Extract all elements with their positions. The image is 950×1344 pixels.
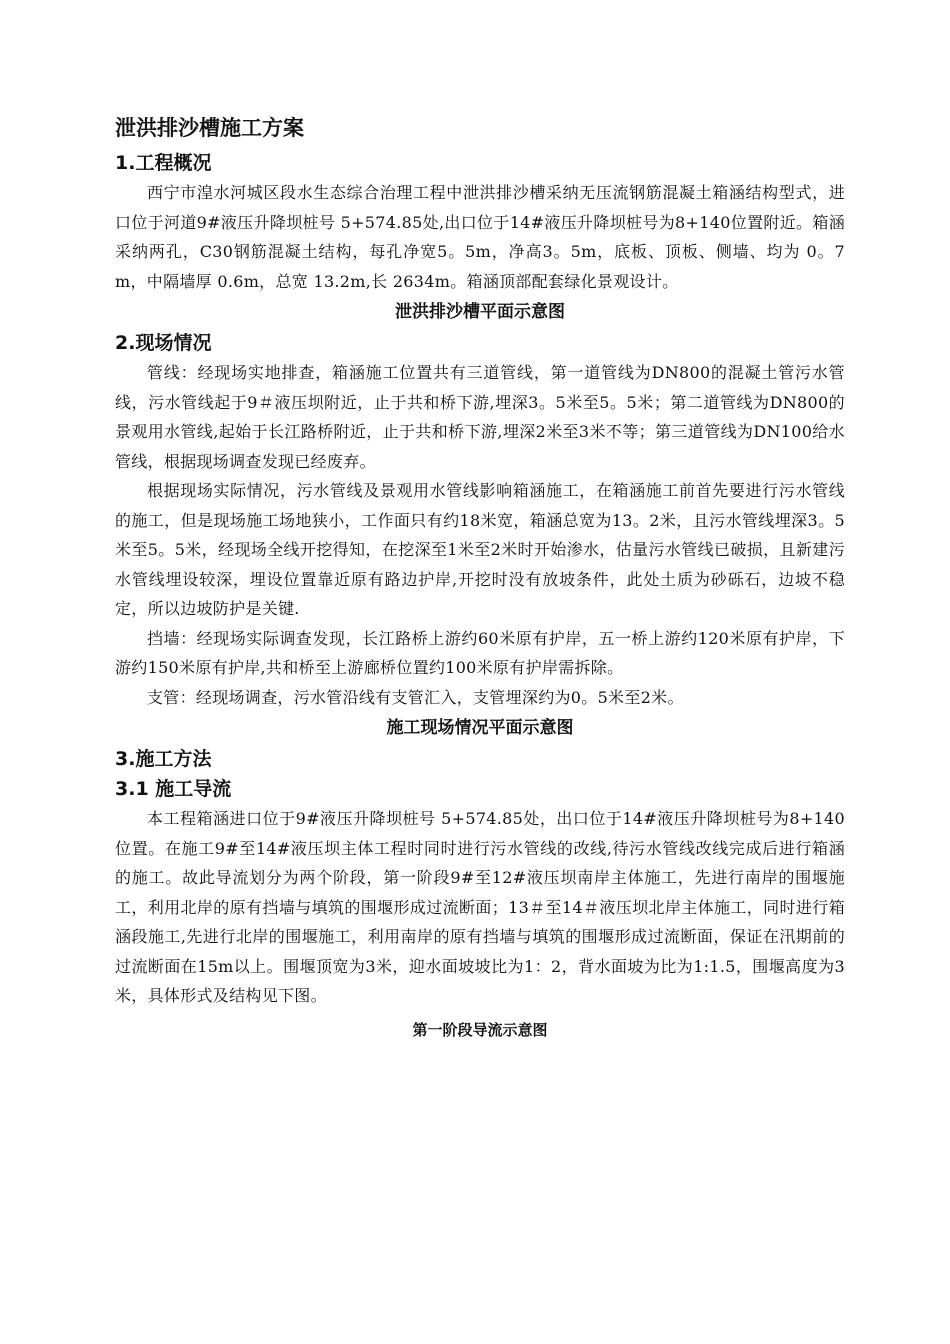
document-page bbox=[115, 112, 845, 1045]
site-paragraph-pipelines: 管线：经现场实地排查，箱涵施工位置共有三道管线，第一道管线为DN800的混凝土管污水管线，污水管线起于9＃液压坝附近，止于共和桥下游,埋深3。5米至5。5米；第二道管线为DN800的景观用水管线,起始于长江路桥附近，止于共和桥下游,埋深2米至3米不等；第三道管线为DN100给水管线，根据现场调查发现已经废弃。 bbox=[115, 363, 845, 471]
figure-caption-plan: 泄洪排沙槽平面示意图 bbox=[395, 302, 565, 322]
figure-caption-site-plan: 施工现场情况平面示意图 bbox=[386, 718, 574, 738]
site-paragraph-conditions: 根据现场实际情况，污水管线及景观用水管线影响箱涵施工，在箱涵施工前首先要进行污水管线的施工，但是现场施工场地狭小，工作面只有约18米宽，箱涵总宽为13。2米，且污水管线埋深3。5米至5。5米，经现场全线开挖得知，在挖深至1米至2米时开始渗水，估量污水管线已破损，且新建污水管线埋设较深，埋设位置靠近原有路边护岸,开挖时没有放坡条件，此处土质为砂砾石，边坡不稳定，所以边坡防护是关键. bbox=[115, 481, 845, 618]
document-title: 泄洪排沙槽施工方案 bbox=[115, 116, 304, 140]
site-paragraph-branch-pipes: 支管：经现场调查，污水管沿线有支管汇入，支管埋深约为0。5米至2米。 bbox=[147, 687, 684, 707]
overview-paragraph: 西宁市湟水河城区段水生态综合治理工程中泄洪排沙槽采纳无压流钢筋混凝土箱涵结构型式，进口位于河道9#液压升降坝桩号 5+574.85处,出口位于14#液压升降坝桩号为8+140位置附近。箱涵采纳两孔，C30钢筋混凝土结构，每孔净宽5。5m，净高3。5m，底板、顶板、侧墙、均为 0。7m，中隔墙厚 0.6m，总宽 13.2m,长 2634m。箱涵顶部配套绿化景观设计。 bbox=[115, 183, 845, 291]
diversion-paragraph: 本工程箱涵进口位于9#液压升降坝桩号 5+574.85处，出口位于14#液压升降坝桩号为8+140位置。在施工9#至14#液压坝主体工程时同时进行污水管线的改线,待污水管线改线完成后进行箱涵的施工。故此导流划分为两个阶段，第一阶段9#至12#液压坝南岸主体施工，先进行南岸的围堰施工，利用北岸的原有挡墙与填筑的围堰形成过流断面；13＃至14＃液压坝北岸主体施工，同时进行箱涵段施工,先进行北岸的围堰施工，利用南岸的原有挡墙与填筑的围堰形成过流断面，保证在汛期前的过流断面在15m以上。围堰顶宽为3米，迎水面坡坡比为1：2，背水面坡为比为1:1.5，围堰高度为3米，具体形式及结构见下图。 bbox=[115, 809, 845, 1005]
figure-caption-diversion-stage1: 第一阶段导流示意图 bbox=[412, 1020, 548, 1039]
section-heading-site: 2.现场情况 bbox=[115, 332, 212, 354]
section-heading-overview: 1.工程概况 bbox=[115, 152, 212, 174]
subsection-heading-diversion: 3.1 施工导流 bbox=[115, 778, 232, 800]
site-paragraph-retaining-wall: 挡墙：经现场实际调查发现，长江路桥上游约60米原有护岸，五一桥上游约120米原有护岸，下游约150米原有护岸,共和桥至上游廊桥位置约100米原有护岸需拆除。 bbox=[115, 628, 845, 677]
section-heading-method: 3.施工方法 bbox=[115, 748, 212, 770]
